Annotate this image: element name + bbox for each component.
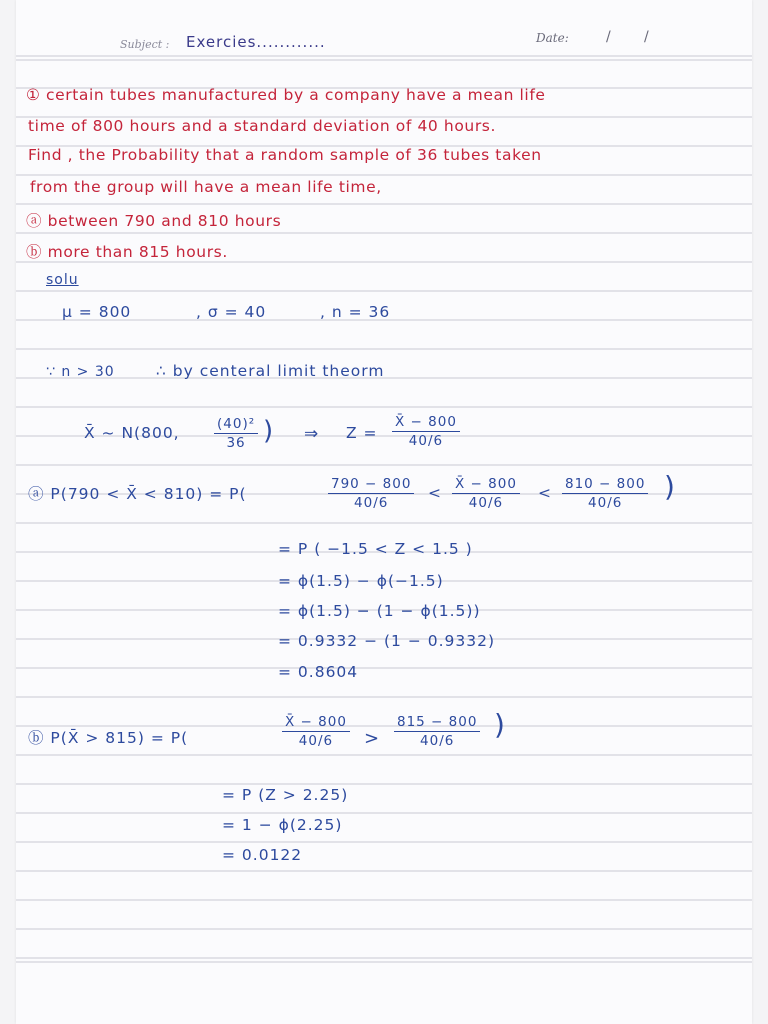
z-numerator: X̄ − 800: [392, 414, 460, 432]
part-a-f2-numerator: X̄ − 800: [452, 476, 520, 494]
part-b-step-1: = P (Z > 2.25): [222, 786, 349, 804]
part-a-fraction-1: [328, 476, 414, 511]
variance-denominator: 36: [226, 435, 246, 451]
part-a-f3-denominator: 40/6: [588, 495, 623, 511]
part-a-step-3: = ϕ(1.5) − (1 − ϕ(1.5)): [278, 602, 481, 620]
part-a-fraction-3: [562, 476, 648, 511]
part-a-lt-2: <: [538, 484, 552, 502]
z-lhs: Z =: [346, 424, 378, 442]
sigma-value: , σ = 40: [196, 303, 267, 321]
problem-line-1: ① certain tubes manufactured by a company have a mean life: [26, 86, 546, 104]
clt-text: ∴ by centeral limit theorm: [156, 362, 385, 380]
part-b-lhs: ⓑ P(X̄ > 815) = P(: [28, 729, 189, 747]
part-b-f2-denominator: 40/6: [420, 733, 455, 749]
part-b-f1-denominator: 40/6: [298, 733, 334, 749]
part-a-lhs: ⓐ P(790 < X̄ < 810) = P(: [28, 485, 247, 503]
variance-fraction: [214, 416, 258, 451]
part-b-fraction-1: [282, 714, 350, 749]
date-slash-1: /: [606, 29, 611, 45]
problem-line-2: time of 800 hours and a standard deviation of 40 hours.: [28, 117, 497, 135]
dist-close-paren: ): [263, 416, 274, 446]
part-a-step-5: = 0.8604: [278, 663, 359, 681]
clt-condition: ∵ n > 30: [46, 364, 115, 380]
part-b-step-2: = 1 − ϕ(2.25): [222, 816, 343, 834]
z-fraction: [392, 414, 460, 449]
part-b-close-paren: ): [494, 708, 505, 741]
part-a-lt-1: <: [428, 484, 442, 502]
problem-part-b: ⓑ more than 815 hours.: [26, 243, 228, 261]
part-b-f1-numerator: X̄ − 800: [282, 714, 350, 732]
date-label: Date:: [536, 31, 569, 45]
n-value: , n = 36: [320, 303, 391, 321]
variance-numerator: (40)²: [214, 416, 258, 434]
implies-arrow: ⇒: [304, 424, 320, 444]
part-b-f2-numerator: 815 − 800: [394, 714, 480, 732]
part-a-f1-denominator: 40/6: [354, 495, 389, 511]
problem-part-a: ⓐ between 790 and 810 hours: [26, 212, 282, 230]
problem-line-3: Find , the Probability that a random sample of 36 tubes taken: [28, 146, 542, 164]
notebook-page: [16, 0, 752, 1024]
subject-value: Exercies............: [186, 33, 326, 51]
part-b-fraction-2: [394, 714, 480, 749]
part-a-f3-numerator: 810 − 800: [562, 476, 648, 494]
part-b-step-3: = 0.0122: [222, 846, 303, 864]
dist-lhs: X̄ ~ N(800,: [84, 424, 180, 442]
problem-line-4: from the group will have a mean life time,: [30, 178, 382, 196]
date-slash-2: /: [644, 29, 649, 45]
solution-label: solu: [46, 272, 79, 288]
z-denominator: 40/6: [408, 433, 444, 449]
part-a-step-4: = 0.9332 − (1 − 0.9332): [278, 632, 496, 650]
part-b-gt: >: [364, 728, 381, 749]
part-a-step-2: = ϕ(1.5) − ϕ(−1.5): [278, 572, 444, 590]
part-a-step-1: = P ( −1.5 < Z < 1.5 ): [278, 540, 473, 558]
page-header: [16, 30, 752, 60]
mu-value: μ = 800: [62, 303, 132, 321]
part-a-f1-numerator: 790 − 800: [328, 476, 414, 494]
part-a-close-paren: ): [664, 470, 675, 503]
subject-label: Subject :: [120, 38, 170, 51]
part-a-f2-denominator: 40/6: [468, 495, 504, 511]
part-a-fraction-2: [452, 476, 520, 511]
